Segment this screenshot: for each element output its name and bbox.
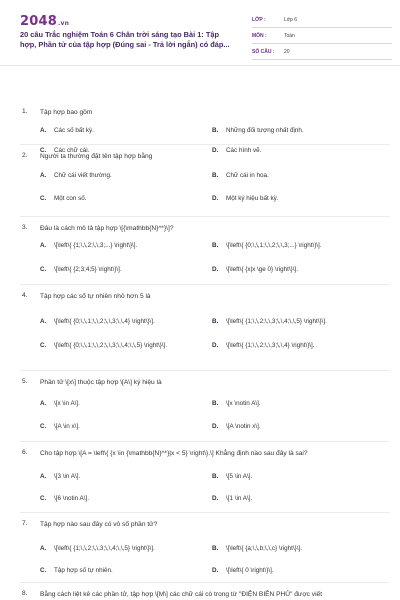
answer-option[interactable] xyxy=(212,266,384,275)
question-text: Tập hợp nào sau đây có vô số phần tử? xyxy=(40,521,158,528)
option-text: Các chữ cái. xyxy=(54,147,90,154)
meta-value: 20 xyxy=(284,49,290,55)
option-letter: C. xyxy=(40,147,47,154)
question-divider xyxy=(20,216,390,217)
question-item xyxy=(0,520,400,529)
option-text: Một ký hiệu bất kỳ. xyxy=(226,195,279,202)
option-text: \[\left\{ {1;\,\,2;\,\,3;\,\,4} \right\}\]. xyxy=(226,342,315,349)
question-divider xyxy=(20,441,390,442)
option-text: \[\left\{ {0;\,\,1;\,\,2;\,\,3;...} \right\}\]. xyxy=(226,242,322,249)
document-title: 20 câu Trắc nghiệm Toán 6 Chân trời sáng tạo Bài 1: Tập hợp, Phần tử của tập hợp (Đúng sai - Trả lời ngắn) có đáp... xyxy=(20,30,230,49)
question-text: Tập hợp các số tự nhiên nhỏ hơn 5 là xyxy=(40,293,151,300)
option-text: \[\left\{ 0 \right\}\]. xyxy=(226,567,274,574)
answer-option[interactable] xyxy=(212,423,384,432)
page-header xyxy=(0,0,400,66)
option-letter: D. xyxy=(212,266,219,273)
question-number: 7. xyxy=(22,520,28,527)
answer-option[interactable] xyxy=(212,172,384,181)
option-letter: A. xyxy=(40,318,47,325)
option-letter: D. xyxy=(212,567,219,574)
option-text: \[x \notin A\]. xyxy=(226,400,261,407)
option-row xyxy=(40,195,384,204)
question-row xyxy=(0,378,400,387)
answer-option[interactable] xyxy=(40,495,212,504)
answer-option[interactable] xyxy=(40,567,212,576)
option-letter: A. xyxy=(40,400,47,407)
answer-option[interactable] xyxy=(212,400,384,409)
option-text: \[\left\{ {0;\,\,1;\,\,2;\,\,3;\,\,4;\,\,5} \right\}\]. xyxy=(54,342,168,349)
document-meta xyxy=(252,12,392,60)
option-row xyxy=(40,172,384,181)
logo-text: 2048 xyxy=(20,14,57,29)
option-text: \[6 \notin A\]. xyxy=(54,495,90,502)
meta-label: MÔN : xyxy=(252,33,267,39)
answer-option[interactable] xyxy=(212,495,384,504)
option-row xyxy=(40,473,384,482)
answer-option[interactable] xyxy=(40,545,212,554)
question-text: Đâu là cách mô tả tập hợp \[{\mathbb{N}^*}\]? xyxy=(40,225,174,232)
question-text: Bằng cách liệt kê các phần tử, tập hợp \[M\] các chữ cái có trong từ "ĐIỆN BIÊN PHỦ" được viết xyxy=(40,591,323,598)
answer-option[interactable] xyxy=(40,127,212,136)
option-letter: B. xyxy=(212,473,219,480)
answer-option[interactable] xyxy=(40,266,212,275)
question-divider xyxy=(20,512,390,513)
option-letter: D. xyxy=(212,423,219,430)
question-text: Người ta thường đặt tên tập hợp bằng xyxy=(40,153,153,160)
question-item xyxy=(0,378,400,387)
answer-option[interactable] xyxy=(212,195,384,204)
option-row xyxy=(40,266,384,275)
question-text: Cho tập hợp \[A = \left\{ {x \in {\mathbb{N}^*}|x < 5} \right\}.\] Khẳng định nào sau đây là sai? xyxy=(40,450,308,457)
option-text: \[\left\{ {1;\,\,2;\,\,3;\,\,4;\,\,5} \right\}\]. xyxy=(226,318,327,325)
answer-option[interactable] xyxy=(212,342,384,351)
option-letter: B. xyxy=(212,400,219,407)
question-number: 1. xyxy=(22,108,28,115)
option-text: Các hình vẽ. xyxy=(226,147,262,154)
question-number: 2. xyxy=(22,152,28,159)
option-letter: B. xyxy=(212,545,219,552)
option-letter: A. xyxy=(40,242,47,249)
option-row xyxy=(40,545,384,554)
option-row xyxy=(40,318,384,327)
option-letter: B. xyxy=(212,242,219,249)
question-divider xyxy=(20,144,390,145)
question-number: 8. xyxy=(22,590,28,597)
option-text: Những đối tượng nhất định. xyxy=(226,127,304,134)
site-logo[interactable] xyxy=(20,14,69,29)
answer-option[interactable] xyxy=(40,172,212,181)
option-text: \[A \in x\]. xyxy=(54,423,80,430)
meta-row-subject xyxy=(252,28,392,44)
answer-option[interactable] xyxy=(212,127,384,136)
option-text: Chữ cái in hoa. xyxy=(226,172,269,179)
option-letter: D. xyxy=(212,495,219,502)
question-number: 4. xyxy=(22,292,28,299)
answer-option[interactable] xyxy=(212,545,384,554)
option-letter: A. xyxy=(40,473,47,480)
option-letter: C. xyxy=(40,567,47,574)
option-text: Tập hợp số tự nhiên. xyxy=(54,567,113,574)
answer-option[interactable] xyxy=(212,567,384,576)
question-row xyxy=(0,108,400,117)
meta-row-question-count xyxy=(252,44,392,60)
meta-label: SỐ CÂU : xyxy=(252,49,275,55)
question-number: 6. xyxy=(22,449,28,456)
option-text: \[\left\{ {0;\,\,1;\,\,2;\,\,3;\,\,4} \right\}\]. xyxy=(54,318,155,325)
option-letter: A. xyxy=(40,172,47,179)
option-row xyxy=(40,400,384,409)
question-divider xyxy=(20,370,390,371)
meta-row-grade xyxy=(252,12,392,28)
option-row xyxy=(40,495,384,504)
question-divider xyxy=(20,284,390,285)
question-item xyxy=(0,590,400,599)
option-text: \[5 \in A\]. xyxy=(226,473,253,480)
logo-suffix: .vn xyxy=(57,20,70,27)
option-row xyxy=(40,127,384,136)
question-row xyxy=(0,449,400,458)
answer-option[interactable] xyxy=(212,242,384,251)
option-letter: C. xyxy=(40,342,47,349)
meta-value: Lớp 6 xyxy=(284,17,298,23)
meta-label: LỚP : xyxy=(252,17,266,23)
option-letter: A. xyxy=(40,127,47,134)
option-row xyxy=(40,567,384,576)
question-item xyxy=(0,449,400,458)
question-item xyxy=(0,108,400,117)
question-number: 5. xyxy=(22,378,28,385)
question-text: Phần tử \[x\] thuộc tập hợp \[A\] ký hiệu là xyxy=(40,379,162,386)
option-letter: D. xyxy=(212,147,219,154)
option-letter: C. xyxy=(40,195,47,202)
option-text: \[\left\{ {x|x \ge 0} \right\}\]. xyxy=(226,266,298,273)
option-letter: C. xyxy=(40,423,47,430)
option-text: \[\left\{ {a;\,\,b;\,\,c} \right\}\]. xyxy=(226,545,302,552)
option-text: Chữ cái viết thường. xyxy=(54,172,112,179)
answer-option[interactable] xyxy=(40,195,212,204)
answer-option[interactable] xyxy=(212,318,384,327)
option-row xyxy=(40,342,384,351)
question-divider xyxy=(20,582,390,583)
answer-option[interactable] xyxy=(40,318,212,327)
answer-option[interactable] xyxy=(40,242,212,251)
question-text: Tập hợp bao gồm xyxy=(40,109,93,116)
option-letter: D. xyxy=(212,195,219,202)
option-letter: D. xyxy=(212,342,219,349)
option-row xyxy=(40,242,384,251)
option-text: \[x \in A\]. xyxy=(54,400,80,407)
answer-option[interactable] xyxy=(212,473,384,482)
option-letter: B. xyxy=(212,127,219,134)
option-letter: C. xyxy=(40,495,47,502)
answer-option[interactable] xyxy=(40,423,212,432)
option-text: \[\left\{ {1;\,\,2;\,\,3;\,\,4;\,\,5} \right\}\]. xyxy=(54,545,155,552)
option-letter: B. xyxy=(212,318,219,325)
question-row xyxy=(0,590,400,599)
question-item xyxy=(0,152,400,161)
option-text: Một con số. xyxy=(54,195,87,202)
option-text: \[1 \in A\]. xyxy=(226,495,253,502)
question-row xyxy=(0,224,400,233)
question-number: 3. xyxy=(22,224,28,231)
option-text: \[\left\{ {2;3;4;5} \right\}\]. xyxy=(54,266,122,273)
question-row xyxy=(0,292,400,301)
option-row xyxy=(40,423,384,432)
option-text: \[\left\{ {1;\,\,2;\,\,3;...} \right\}\]. xyxy=(54,242,138,249)
option-text: Các số bất kỳ. xyxy=(54,127,94,134)
question-item xyxy=(0,224,400,233)
answer-option[interactable] xyxy=(40,473,212,482)
answer-option[interactable] xyxy=(40,342,212,351)
option-letter: B. xyxy=(212,172,219,179)
question-row xyxy=(0,152,400,161)
option-letter: A. xyxy=(40,545,47,552)
question-item xyxy=(0,292,400,301)
option-text: \[3 \in A\]. xyxy=(54,473,81,480)
answer-option[interactable] xyxy=(40,400,212,409)
option-text: \[A \notin x\]. xyxy=(226,423,261,430)
meta-value: Toán xyxy=(284,33,295,39)
option-letter: C. xyxy=(40,266,47,273)
question-row xyxy=(0,520,400,529)
